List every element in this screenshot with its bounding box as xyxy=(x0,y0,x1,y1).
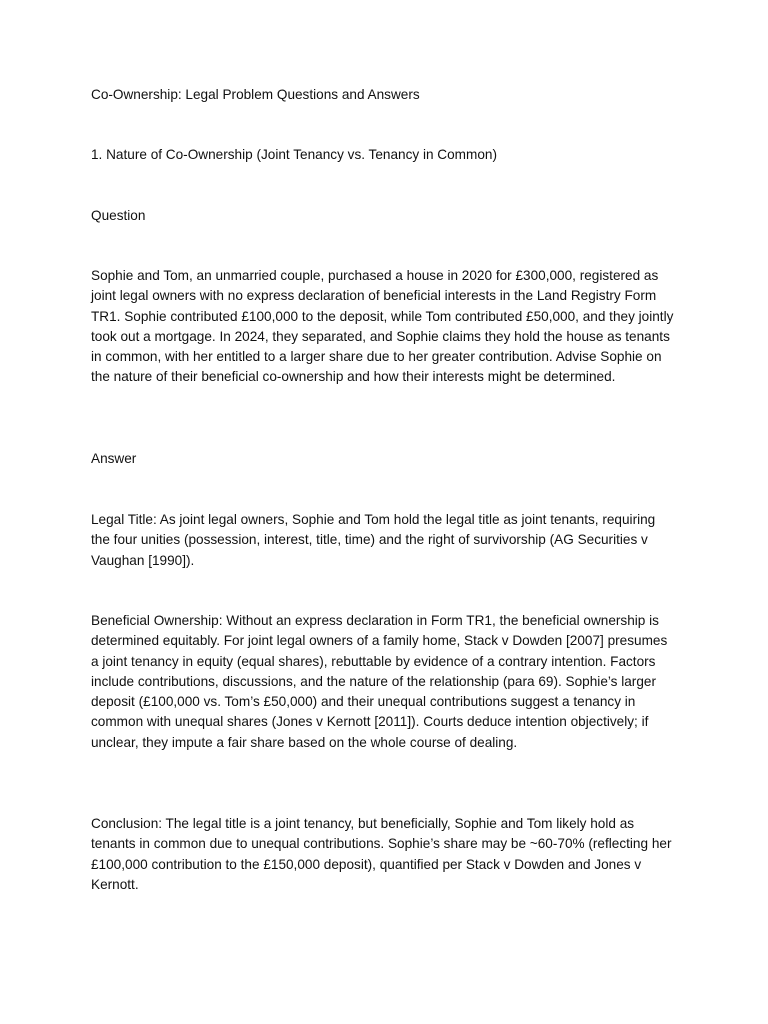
question-paragraph: Sophie and Tom, an unmarried couple, purchased a house in 2020 for £300,000, registered as joint legal owners with no express declaration of beneficial interests in the Land Registry Form TR1. Sophie contributed £100,000 to the deposit, while Tom contributed £50,000, and they jointly took out a mortgage. In 2024, they separated, and Sophie claims they hold the house as tenants in common, with her entitled to a larger share due to her greater contribution. Advise Sophie on the nature of their beneficial co-ownership and how their interests might be determined. xyxy=(91,268,674,385)
legal-title-paragraph: Legal Title: As joint legal owners, Sophie and Tom hold the legal title as joint tenants, requiring the four unities (possession, interest, title, time) and the right of survivorship (AG Securities v Vaughan [1990]). xyxy=(91,512,656,568)
document-title: Co-Ownership: Legal Problem Questions and Answers xyxy=(91,87,420,102)
question-label: Question xyxy=(91,208,146,223)
conclusion-paragraph: Conclusion: The legal title is a joint tenancy, but beneficially, Sophie and Tom likely hold as tenants in common due to unequal contributions. Sophie’s share may be ~60-70% (reflecting her £100,000 contribution to the £150,000 deposit), quantified per Stack v Dowden and Jones v Kernott. xyxy=(91,816,672,892)
answer-label: Answer xyxy=(91,451,137,466)
section-heading: 1. Nature of Co-Ownership (Joint Tenancy vs. Tenancy in Common) xyxy=(91,147,497,162)
beneficial-ownership-paragraph: Beneficial Ownership: Without an express declaration in Form TR1, the beneficial ownership is determined equitably. For joint legal owners of a family home, Stack v Dowden [2007] presumes a joint tenancy in equity (equal shares), rebuttable by evidence of a contrary intention. Factors include contributions, discussions, and the nature of the relationship (para 69). Sophie’s larger deposit (£100,000 vs. Tom’s £50,000) and their unequal contributions suggest a tenancy in common with unequal shares (Jones v Kernott [2011]). Courts deduce intention objectively; if unclear, they impute a fair share based on the whole course of dealing. xyxy=(91,613,668,750)
